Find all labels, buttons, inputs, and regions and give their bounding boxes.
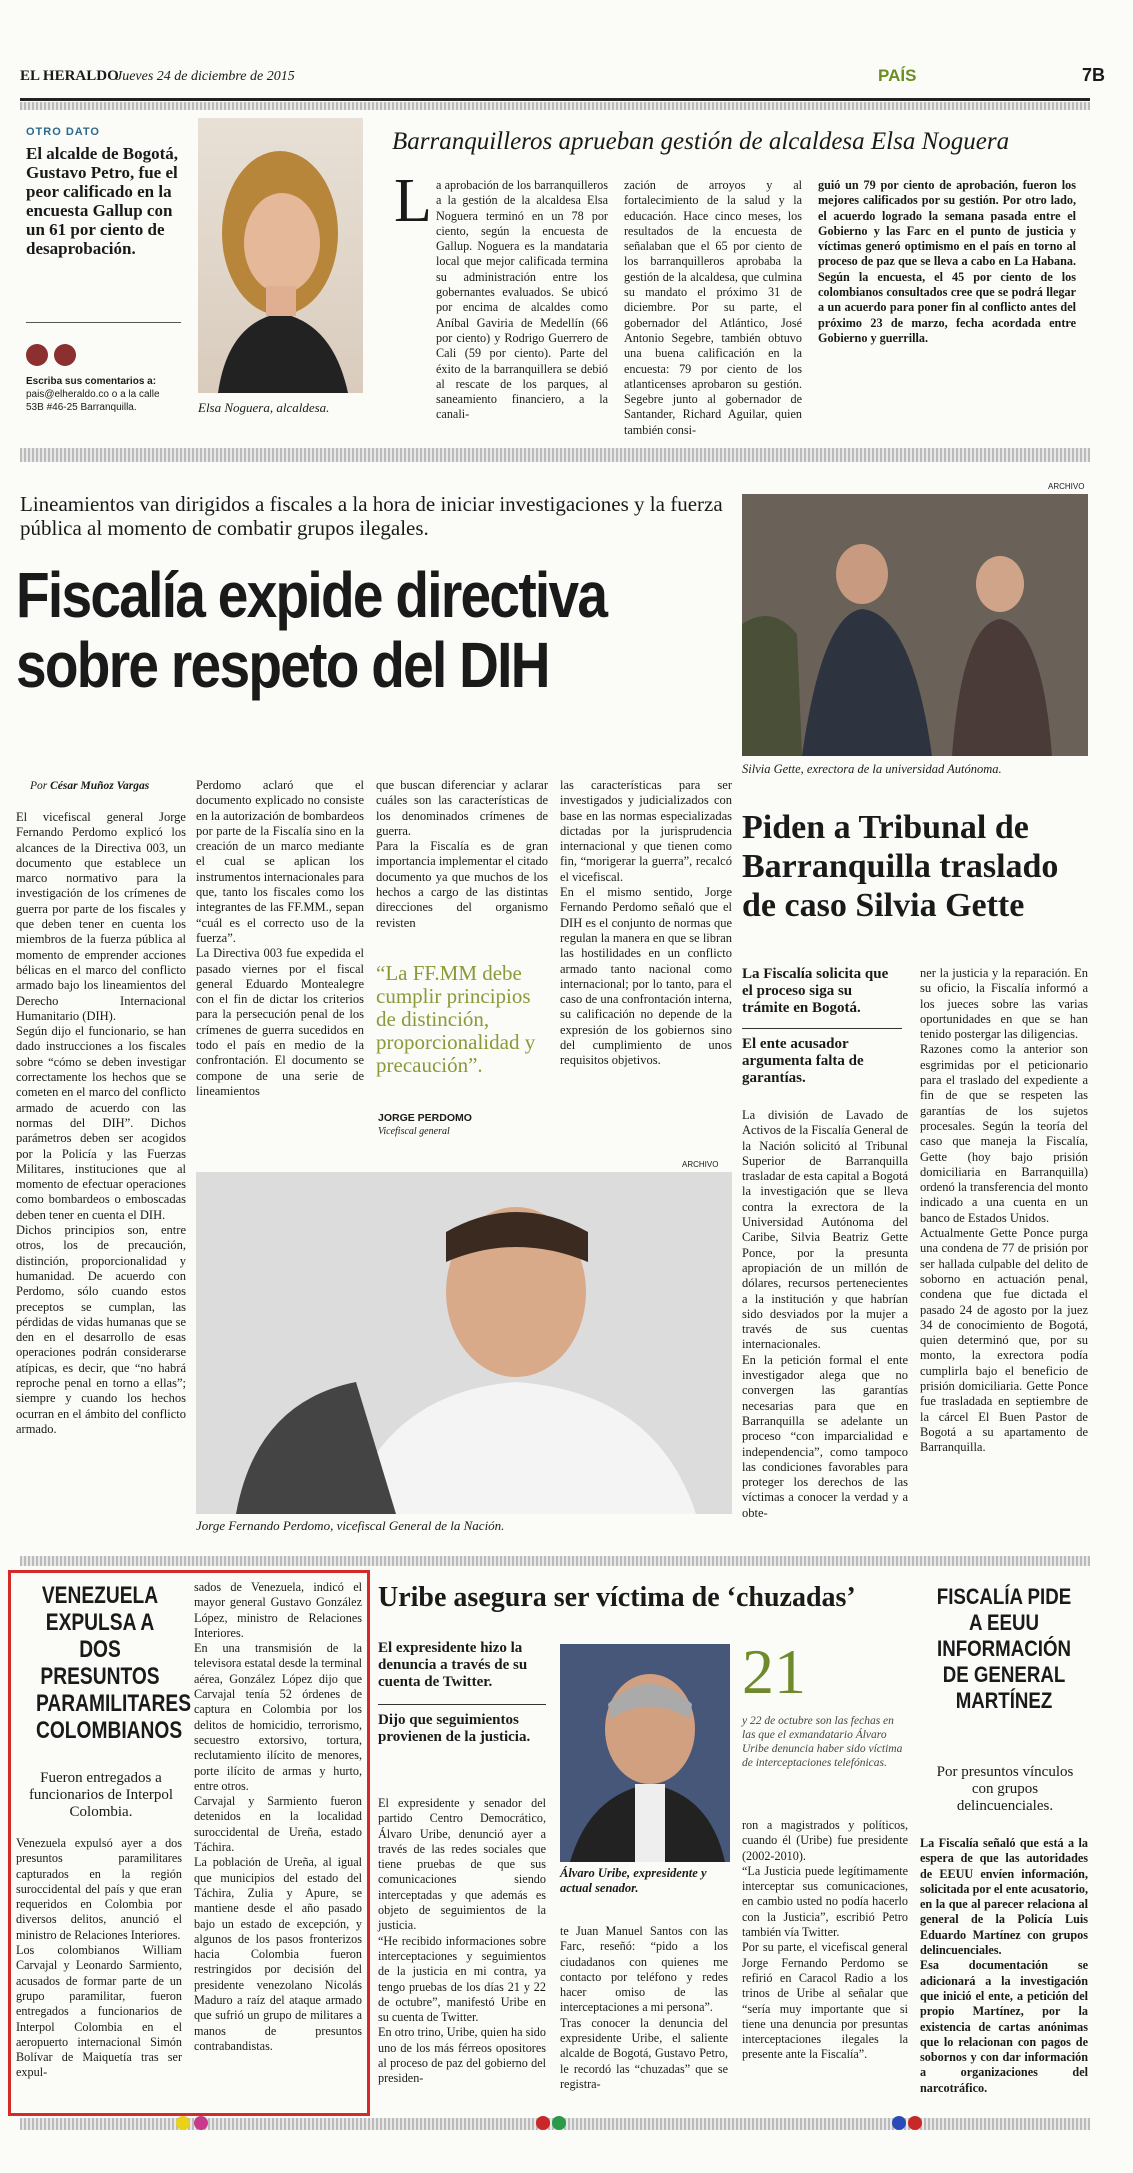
- section-divider-1: [20, 448, 1090, 462]
- uribe-big-number: 21: [742, 1636, 806, 1707]
- contact-line-2: 53B #46-25 Barranquilla.: [26, 402, 137, 413]
- uribe-sub-1: El expresidente hizo la denuncia a través de su cuenta de Twitter.: [378, 1640, 528, 1690]
- register-mark-red: [536, 2116, 550, 2130]
- otro-dato-label: OTRO DATO: [26, 126, 100, 138]
- facebook-icon[interactable]: [26, 344, 48, 366]
- register-mark-blue: [892, 2116, 906, 2130]
- perdomo-photo: [196, 1172, 732, 1514]
- dih-headline: Fiscalía expide directiva sobre respeto del DIH: [16, 559, 607, 701]
- contact-label: Escriba sus comentarios a:: [26, 376, 157, 387]
- register-mark-green: [552, 2116, 566, 2130]
- otro-dato-text: El alcalde de Bogotá, Gustavo Petro, fue el peor calificado en la encuesta Gallup con un 61 por ciento de desaprobación.: [26, 144, 179, 258]
- venezuela-deck: Fueron entregados a funcionarios de Interpol Colombia.: [28, 1770, 174, 1820]
- dih-col-3: que buscan diferenciar y aclarar cuáles son las características de los denominados crímenes de guerra. Para la Fiscalía es de gran importancia implementar el citado documento ya que muchos de los hechos a cargo de las distintas direcciones del organismo revisten: [376, 778, 548, 930]
- noguera-caption: Elsa Noguera, alcaldesa.: [198, 400, 330, 415]
- section-name: PAÍS: [878, 66, 917, 85]
- otro-dato-rule: [26, 322, 181, 323]
- uribe-photo: [560, 1644, 730, 1862]
- venezuela-headline: VENEZUELA EXPULSA A DOS PRESUNTOS PARAMILITARES COLOMBIANOS: [36, 1582, 192, 1744]
- martinez-deck: Por presuntos vínculos con grupos delincuenciales.: [936, 1764, 1074, 1814]
- dih-col-1: El vicefiscal general Jorge Fernando Perdomo explicó los alcances de la Directiva 003, un documento que establece un marco normativo para la investigación de los crímenes de guerra por parte de los fiscales y que deben tener en cuenta los miembros de la fuerza pública al momento de emprender acciones bélicas en el marco del conflicto armado bajo los lineamientos del Derecho Internacional Humanitario (DIH). Según dijo el funcionario, se han dado instrucciones a los fiscales sobre “cómo se deben investigar correctamente los hechos que se cometen en el marco del conflicto armado de acuerdo con las normas del DIH”. Dichos parámetros deben ser acogidos por la Policía y las Fuerzas Militares, instituciones que al momento de efectuar operaciones como bombardeos o emboscadas deben tener en cuenta el DIH. Dichos principios son, entre otros, los de precaución, distinción, proporcionalidad y humanidad. De acuerdo con Perdomo, sólo cuando estos preceptos se cumplan, las pérdidas de vidas humanas que se den en el desarrollo de esas operaciones podrán considerarse atípicas, es decir, que “no habrá reproche penal en torno a ellas”; siempre y cuando los hechos ocurran en el ámbito del conflicto armado.: [16, 810, 186, 1436]
- quote-name: JORGE PERDOMO: [378, 1112, 472, 1124]
- uribe-sub-rule: [378, 1704, 546, 1705]
- uribe-col-1: El expresidente y senador del partido Centro Democrático, Álvaro Uribe, denunció ayer a través de las redes sociales que tiene pruebas de que sus comunicaciones siendo interceptadas y que además es objeto de seguimientos de la justicia. “He recibido informaciones sobre interceptaciones y seguimientos de la justicia en mi contra, ya tengo pruebas de los días 21 y 22 de octubre”, manifestó Uribe en su cuenta de Twitter. En otro trino, Uribe, quien ha sido uno de los más férreos opositores al proceso de paz del gobierno del presiden-: [378, 1796, 546, 2086]
- portrait-illustration: [198, 118, 363, 393]
- noguera-col-3: guió un 79 por ciento de aprobación, fueron los mejores calificados por su gestión. Por otro lado, el acuerdo logrado la semana pasada entre el Gobierno y las Farc en el punto de justicia y víctimas generó optimismo en el país en torno al proceso de paz que se lleva a cabo en La Habana. Según la encuesta, el 45 por ciento de los colombianos consultados cree que se podrá llegar a un acuerdo para poner fin al conflicto antes del próximo 23 de marzo, fecha acordada entre Gobierno y guerrilla.: [818, 178, 1076, 345]
- gette-photo: [742, 494, 1088, 756]
- gette-caption: Silvia Gette, exrectora de la universidad Autónoma.: [742, 762, 1002, 776]
- martinez-body: La Fiscalía señaló que está a la espera de que las autoridades de EEUU envíen información, solicitada por el ente acusatorio, en la que al parecer relaciona al general de la Policía Luis Eduardo Martínez con grupos delincuenciales. Esa documentación se adicionará a la investigación que inició el ente, a petición del propio Martínez, por la existencia de cartas anónimas que lo relacionan con pagos de sobornos y con dar información a organizaciones del narcotráfico.: [920, 1836, 1088, 2095]
- perdomo-illustration: [196, 1172, 732, 1514]
- issue-date: Jueves 24 de diciembre de 2015: [116, 69, 295, 84]
- contact-line-1: pais@elheraldo.co o a la calle: [26, 389, 160, 400]
- venezuela-col-1: Venezuela expulsó ayer a dos presuntos paramilitares capturados en la región suroccidental del país y que eran requeridos en Colombia por diversos delitos, anunció el ministro de Relaciones Interiores. Los colombianos William Carvajal y Leonardo Sarmiento, acusados de formar parte de un grupo paramilitar, fueron entregados a funcionarios de Interpol Colombia en el aeropuerto internacional Simón Bolívar de Maiquetía tras ser expul-: [16, 1836, 182, 2080]
- dih-col-4: las características para ser investigados y judicializados con base en las normas especializadas dictadas por la jurisprudencia internacional y que tienen como fin, “morigerar la guerra”, recalcó el vicefiscal. En el mismo sentido, Jorge Fernando Perdomo señaló que el DIH es el conjunto de normas que regulan la manera en que se libran las hostilidades en un conflicto armado tanto nacional como internacional; por lo tanto, para el caso de una confrontación interna, su calificación no depende de la expresión de los gobiernos sino del cumplimiento de unos requisitos objetivos.: [560, 778, 732, 1068]
- uribe-caption: Álvaro Uribe, expresidente y actual senador.: [560, 1866, 707, 1895]
- noguera-col-1: a aprobación de los barranquilleros a la gestión de la alcaldesa Elsa Noguera terminó en un 78 por ciento, según la encuesta de Gallup. Noguera es la mandataria local que mejor calificada termina su administración entre los gobernantes evaluados. Se ubicó por encima de alcaldes como Aníbal Gaviria de Medellín (66 por ciento) y Rodrigo Guerrero de Cali (59 por ciento). Parte del éxito de la barranquillera se debió al rescate de los parques, al saneamiento financiero, a la canali-: [436, 178, 608, 422]
- page-number: 7B: [1082, 65, 1106, 85]
- social-icons: [26, 344, 86, 368]
- paper-name: EL HERALDO: [20, 68, 119, 84]
- uribe-sub-2: Dijo que seguimientos provienen de la justicia.: [378, 1712, 531, 1745]
- uribe-illustration: [560, 1644, 730, 1862]
- register-mark-red-2: [908, 2116, 922, 2130]
- otro-dato: [26, 126, 186, 416]
- dih-byline: [30, 780, 149, 792]
- masthead-halftone: [20, 102, 1090, 110]
- dih-kicker: Lineamientos van dirigidos a fiscales a la hora de iniciar investigaciones y la fuerza pública al momento de combatir grupos ilegales.: [20, 492, 723, 540]
- masthead: [20, 64, 1112, 100]
- gette-sub-2: El ente acusador argumenta falta de garantías.: [742, 1036, 864, 1086]
- gette-col-2: ner la justicia y la reparación. En su oficio, la Fiscalía informó a los jueces sobre las varias oportunidades en que se han tenido postergar las diligencias. Razones como la anterior son esgrimidas por el peticionario para el traslado del expediente a fin de que se respeten las garantías de los sujetos procesales. Según la teoría del caso que maneja la Fiscalía, Gette (hoy bajo prisión domiciliaria en Barranquilla) ordenó la transferencia del monto indicado a una cuenta en un banco de Estados Unidos. Actualmente Gette Ponce purga una condena de 77 de prisión por ser hallada culpable del delito de soborno en actuación penal, condena que fue dictada el pasado 24 de agosto por la juez 34 de conocimiento de Bogotá, quien determinó que, por su monto, la exrectora podía cumplirla bajo el beneficio de prisión domiciliaria. Gette Ponce fue trasladada en septiembre de la cárcel El Buen Pastor de Bogotá a su apartamento de Barranquilla.: [920, 966, 1088, 1455]
- quote-role: Vicefiscal general: [378, 1126, 450, 1137]
- section-divider-2: [20, 1556, 1090, 1566]
- dih-quote: “La FF.MM debe cumplir principios de distinción, proporcionalidad y precaución”.: [376, 961, 536, 1077]
- gette-headline: Piden a Tribunal de Barranquilla traslado de caso Silvia Gette: [742, 809, 1059, 924]
- uribe-headline: Uribe asegura ser víctima de ‘chuzadas’: [378, 1582, 856, 1613]
- register-mark-magenta: [194, 2116, 208, 2130]
- uribe-col-2: te Juan Manuel Santos con las Farc, reseñó: “pido a los ciudadanos con quienes me contacto por teléfono y redes hacer omiso de las interceptaciones a mi persona”. Tras conocer la denuncia del expresidente Uribe, el saliente alcalde de Bogotá, Gustavo Petro, le recordó las “chuzadas” que se registra-: [560, 1924, 728, 2091]
- venezuela-col-2: sados de Venezuela, indicó el mayor general Gustavo González López, ministro de Relaciones Interiores. En una transmisión de la televisora estatal desde la terminal aérea, González López dijo que Carvajal tenía 52 órdenes de captura en Colombia por los delitos de homicidio, terrorismo, secuestro extorsivo, tortura, reclutamiento ilícito de menores, porte ilícito de armas y hurto, entre otros. Carvajal y Sarmiento fueron detenidos en la localidad suroccidental de Ureña, estado Táchira. La población de Ureña, al igual que municipios del estado del Táchira, Zulia y Apure, se mantiene desde el año pasado bajo un estado de excepción, y algunos de los pasos fronterizos hacia Colombia fueron restringidos por decisión del presidente venezolano Nicolás Maduro a raíz del ataque armado que sufrió un grupo de militares a manos de presuntos contrabandistas.: [194, 1580, 362, 2053]
- byline-name: César Muñoz Vargas: [50, 780, 150, 792]
- register-mark-yellow: [176, 2116, 190, 2130]
- gette-sub-1: La Fiscalía solicita que el proceso siga su trámite en Bogotá.: [742, 966, 889, 1016]
- gette-sub-rule: [742, 1028, 902, 1029]
- twitter-icon[interactable]: [54, 344, 76, 366]
- uribe-col-3: ron a magistrados y políticos, cuando él (Uribe) fue presidente (2002-2010). “La Justicia puede legítimamente interceptar sus comunicaciones, en cambio usted no podía hacerlo con la Justicia”, escribió Petro también vía Twitter. Por su parte, el vicefiscal general Jorge Fernando Perdomo se refirió en Caracol Radio a los trinos de Uribe al señalar que “sería muy importante que si tiene una denuncia por presuntas interceptaciones ilegales la presente ante la Fiscalía”.: [742, 1818, 908, 2062]
- noguera-photo: [198, 118, 363, 393]
- uribe-number-text: y 22 de octubre son las fechas en las que el exmandatario Álvaro Uribe denuncia haber sido víctima de interceptaciones telefónicas.: [742, 1715, 903, 1769]
- gette-archivo-label: ARCHIVO: [1048, 482, 1085, 491]
- noguera-headline: Barranquilleros aprueban gestión de alcaldesa Elsa Noguera: [392, 128, 1010, 155]
- gette-col-1: La división de Lavado de Activos de la Fiscalía General de la Nación solicitó al Tribunal Superior de Barranquilla trasladar de esta capital a Bogotá la investigación que se lleva contra la exrectora de la Universidad Autónoma del Caribe, Silvia Beatriz Gette Ponce, por la presunta apropiación de un millón de dólares, recursos pertenecientes a la institución y que habrían sido desviados por la mujer a través de sus cuentas internacionales. En la petición formal el ente investigador alega que no convergen las garantías necesarias para que en Barranquilla se adelante un proceso “con imparcialidad e independencia”, como tampoco las condiciones favorables para proteger los derechos de las víctimas a conocer la verdad y a obte-: [742, 1108, 908, 1520]
- noguera-drop-cap: L: [394, 167, 432, 235]
- perdomo-caption: Jorge Fernando Perdomo, vicefiscal General de la Nación.: [196, 1518, 505, 1533]
- dih-col-2: Perdomo aclaró que el documento explicado no consiste en la autorización de bombardeos por parte de la Fiscalía sino en la creación de un marco mediante el cual se aplican los instrumentos internacionales para que, tanto los fiscales como los integrantes de las FF.MM., sepan “cuál es el correcto uso de la fuerza”. La Directiva 003 fue expedida el pasado viernes por el fiscal general Eduardo Montealegre con el fin de dictar los criterios para la persecución penal de los crímenes de guerra sucedidos en todo el país en medio de la confrontación. El documento se compone de una serie de lineamientos: [196, 778, 364, 1098]
- byline-prefix: Por: [30, 780, 48, 792]
- gette-illustration: [742, 494, 1088, 756]
- masthead-rule: [20, 98, 1090, 101]
- noguera-col-2: zación de arroyos y al fortalecimiento de la salud y la educación. Hace cinco meses, los resultados de la encuesta de señalaban que el 65 por ciento de los barranquilleros aprobaba la gestión de la alcaldesa, que culmina su mandato el próximo 31 de diciembre. Por su parte, el gobernador del Atlántico, José Antonio Segebre, también obtuvo una buena calificación en la encuesta: 79 por ciento de los atlanticenses aprobaron su gestión. Segebre junto al gobernador de Santander, Richard Aguilar, quien también consi-: [624, 178, 802, 437]
- register-marks: [0, 2116, 1133, 2132]
- perdomo-archivo-label: ARCHIVO: [682, 1160, 719, 1169]
- martinez-headline: FISCALÍA PIDE A EEUU INFORMACIÓN DE GENERAL MARTÍNEZ: [936, 1584, 1072, 1713]
